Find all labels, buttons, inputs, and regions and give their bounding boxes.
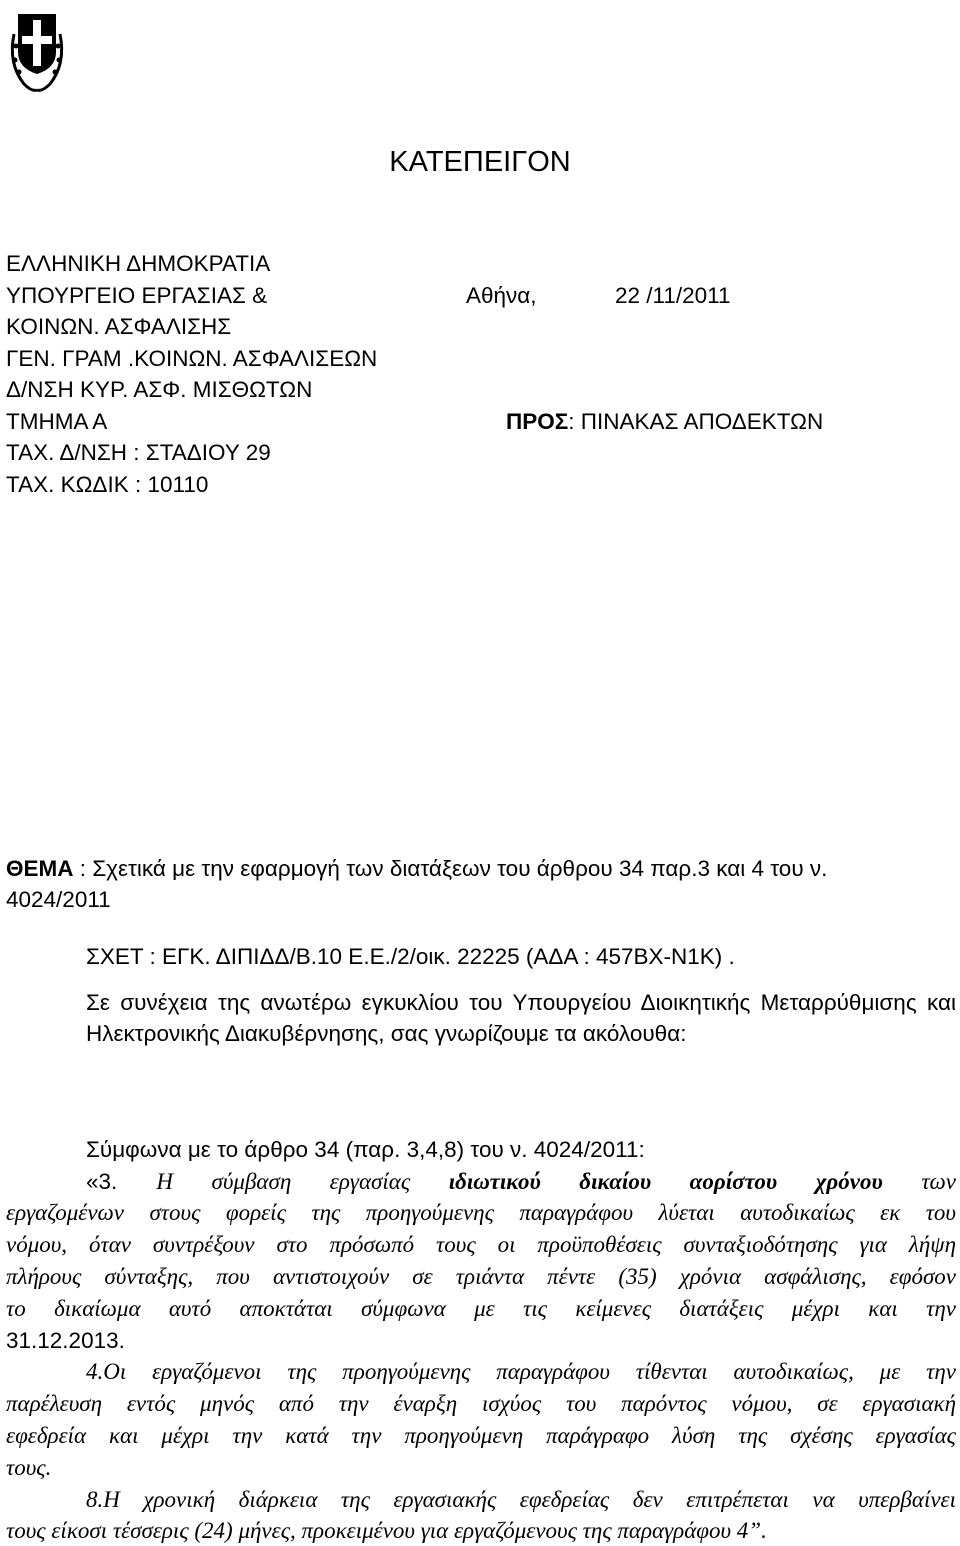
sender-line: Δ/ΝΣΗ ΚΥΡ. ΑΣΦ. ΜΙΣΘΩΤΩΝ bbox=[6, 377, 313, 402]
subject-line bbox=[6, 856, 827, 882]
para8-first-line: 8.Η χρονική διάρκεια της εργασιακής εφεδρείας δεν επιτρέπεται να υπερβαίνει bbox=[86, 1487, 956, 1512]
para3-line: νόμου, όταν συντρέξουν στο πρόσωπό τους οι προϋποθέσεις συνταξιοδότησης για λήψη bbox=[6, 1232, 956, 1257]
sender-line: ΤΜΗΜΑ Α bbox=[6, 409, 108, 434]
para3-lead: «3. bbox=[86, 1169, 157, 1194]
intro-paragraph: Σε συνέχεια της ανωτέρω εγκυκλίου του Υπουργείου Διοικητικής Μεταρρύθμισης και Ηλεκτρονικής Διακυβέρνησης, σας γνωρίζουμε τα ακόλουθα: bbox=[86, 990, 956, 1046]
para3-last-line: 31.12.2013. bbox=[6, 1328, 125, 1353]
according-line: Σύμφωνα με το άρθρο 34 (παρ. 3,4,8) του ν. 4024/2011: bbox=[86, 1137, 645, 1162]
para3-text-a: Η σύμβαση εργασίας bbox=[156, 1169, 449, 1194]
para3-bold: ιδιωτικού δικαίου αορίστου χρόνου bbox=[448, 1169, 883, 1194]
reference-line: ΣΧΕΤ : ΕΓΚ. ΔΙΠΙΔΔ/Β.10 Ε.Ε./2/οικ. 22225 (ΑΔΑ : 457ΒΧ-Ν1Κ) . bbox=[86, 944, 735, 969]
subject-text: : Σχετικά με την εφαρμογή των διατάξεων του άρθρου 34 παρ.3 και 4 του ν. bbox=[73, 856, 828, 881]
sender-line: ΤΑΧ. ΚΩΔΙΚ : 10110 bbox=[6, 472, 209, 497]
sender-line: ΕΛΛΗΝΙΚΗ ΔΗΜΟΚΡΑΤΙΑ bbox=[6, 251, 271, 276]
sender-line: ΤΑΧ. Δ/ΝΣΗ : ΣΤΑΔΙΟΥ 29 bbox=[6, 440, 271, 465]
subject-line-2: 4024/2011 bbox=[6, 887, 111, 912]
date-city: Αθήνα, bbox=[466, 283, 537, 308]
para8-last-line: τους είκοσι τέσσερις (24) μήνες, προκειμένου για εργαζόμενους της παραγράφου 4”. bbox=[6, 1518, 767, 1543]
sender-line: ΚΟΙΝΩΝ. ΑΣΦΑΛΙΣΗΣ bbox=[6, 314, 232, 339]
sender-line: ΓΕΝ. ΓΡΑΜ .ΚΟΙΝΩΝ. ΑΣΦΑΛΙΣΕΩΝ bbox=[6, 346, 378, 371]
sender-line: ΥΠΟΥΡΓΕΙΟ ΕΡΓΑΣΙΑΣ & bbox=[6, 283, 268, 308]
para4-last-line: τους. bbox=[6, 1455, 52, 1480]
para4-line: εφεδρεία και μέχρι την κατά την προηγούμενη παράγραφο λύση της σχέσης εργασίας bbox=[6, 1423, 956, 1448]
to-value: : ΠΙΝΑΚΑΣ ΑΠΟΔΕΚΤΩΝ bbox=[568, 409, 824, 434]
para3-line: εργαζομένων στους φορείς της προηγούμενης παραγράφου λύεται αυτοδικαίως εκ του bbox=[6, 1200, 956, 1225]
urgent-heading: ΚΑΤΕΠΕΙΓΟΝ bbox=[389, 146, 571, 178]
subject-label: ΘΕΜΑ bbox=[6, 856, 74, 881]
para3-line: το δικαίωμα αυτό αποκτάται σύμφωνα με τις κείμενες διατάξεις μέχρι και την bbox=[6, 1296, 956, 1321]
para4-first-line: 4.Οι εργαζόμενοι της προηγούμενης παραγράφου τίθενται αυτοδικαίως, με την bbox=[86, 1359, 956, 1384]
to-label: ΠΡΟΣ bbox=[506, 409, 569, 434]
recipients-line bbox=[506, 409, 823, 435]
date-value: 22 /11/2011 bbox=[615, 283, 731, 308]
para3-text-b: των bbox=[882, 1169, 956, 1194]
greek-coat-of-arms-icon bbox=[6, 4, 68, 96]
para3-first-line bbox=[86, 1169, 956, 1195]
para4-line: παρέλευση εντός μηνός από την έναρξη ισχύος του παρόντος νόμου, σε εργασιακή bbox=[6, 1391, 956, 1416]
para3-line: πλήρους σύνταξης, που αντιστοιχούν σε τριάντα πέντε (35) χρόνια ασφάλισης, εφόσον bbox=[6, 1264, 956, 1289]
